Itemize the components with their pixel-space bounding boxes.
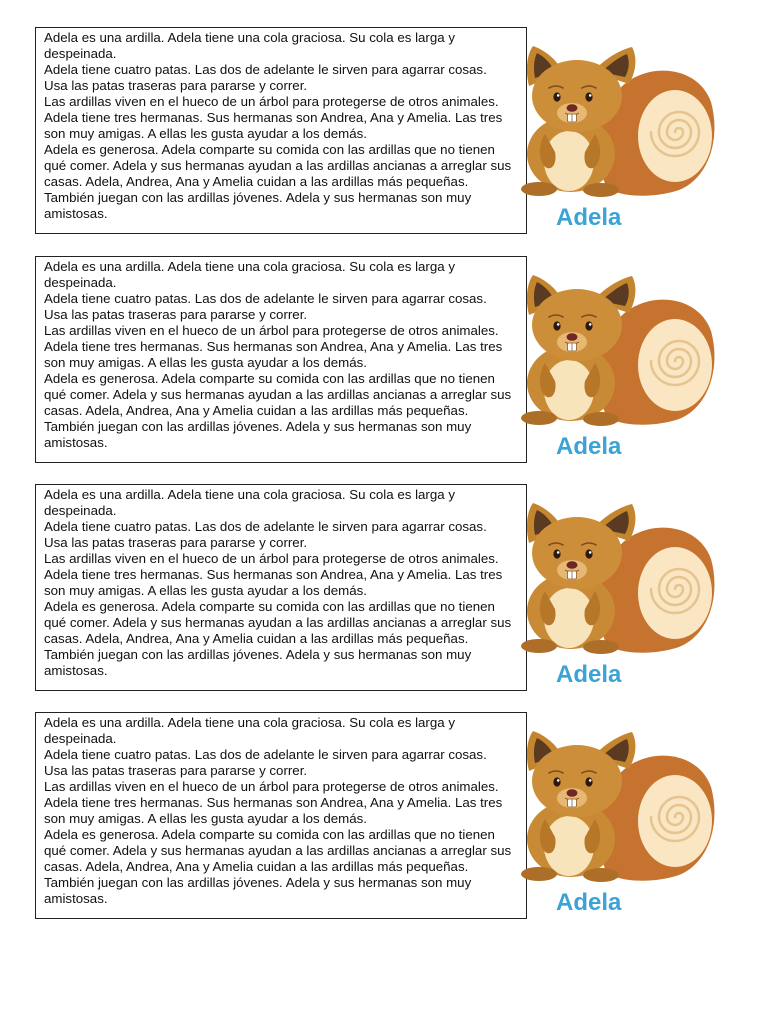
story-text-line: Adela es generosa. Adela comparte su comida con las ardillas que no tienen	[44, 142, 495, 157]
story-text-line: Adela tiene tres hermanas. Sus hermanas son Andrea, Ana y Amelia. Las tres	[44, 567, 503, 582]
story-text-line: Usa las patas traseras para pararse y correr.	[44, 535, 308, 550]
story-text-line: Usa las patas traseras para pararse y correr.	[44, 78, 308, 93]
story-text-line: Adela tiene tres hermanas. Sus hermanas son Andrea, Ana y Amelia. Las tres	[44, 795, 503, 810]
squirrel-illustration	[515, 271, 715, 431]
story-text-line: Adela tiene cuatro patas. Las dos de adelante le sirven para agarrar cosas.	[44, 519, 487, 534]
story-text-line: Adela es una ardilla. Adela tiene una cola graciosa. Su cola es larga y	[44, 715, 455, 730]
story-text-line: son muy amigas. A ellas les gusta ayudar a los demás.	[44, 126, 367, 141]
story-text-line: Adela es generosa. Adela comparte su comida con las ardillas que no tienen	[44, 599, 495, 614]
story-text-line: despeinada.	[44, 731, 117, 746]
story-text-line: despeinada.	[44, 46, 117, 61]
story-card	[35, 712, 715, 919]
story-text-line: Adela tiene tres hermanas. Sus hermanas son Andrea, Ana y Amelia. Las tres	[44, 339, 503, 354]
squirrel-illustration	[515, 42, 715, 202]
story-text-line: También juegan con las ardillas jóvenes. Adela y sus hermanas son muy	[44, 875, 472, 890]
story-text-line: Las ardillas viven en el hueco de un árbol para protegerse de otros animales.	[44, 323, 499, 338]
story-text-line: casas. Adela, Andrea, Ana y Amelia cuidan a las ardillas más pequeñas.	[44, 174, 469, 189]
character-name-label: Adela	[556, 433, 622, 460]
story-text-line: Adela es una ardilla. Adela tiene una cola graciosa. Su cola es larga y	[44, 259, 455, 274]
story-text-line: Las ardillas viven en el hueco de un árbol para protegerse de otros animales.	[44, 779, 499, 794]
story-card	[35, 256, 715, 463]
character-figure	[35, 712, 715, 919]
story-text-line: amistosas.	[44, 206, 108, 221]
story-text-line: Adela es generosa. Adela comparte su comida con las ardillas que no tienen	[44, 827, 495, 842]
story-text-line: Adela tiene cuatro patas. Las dos de adelante le sirven para agarrar cosas.	[44, 62, 487, 77]
story-text-line: Adela tiene cuatro patas. Las dos de adelante le sirven para agarrar cosas.	[44, 747, 487, 762]
character-figure	[35, 484, 715, 691]
story-text-line: son muy amigas. A ellas les gusta ayudar a los demás.	[44, 355, 367, 370]
story-text-line: qué comer. Adela y sus hermanas ayudan a las ardillas ancianas a arreglar sus	[44, 387, 512, 402]
story-text-line: También juegan con las ardillas jóvenes. Adela y sus hermanas son muy	[44, 419, 472, 434]
story-text-line: qué comer. Adela y sus hermanas ayudan a las ardillas ancianas a arreglar sus	[44, 158, 512, 173]
story-text-line: despeinada.	[44, 275, 117, 290]
story-text-line: amistosas.	[44, 891, 108, 906]
character-name-label: Adela	[556, 889, 622, 916]
story-text-line: Las ardillas viven en el hueco de un árbol para protegerse de otros animales.	[44, 551, 499, 566]
story-text-line: casas. Adela, Andrea, Ana y Amelia cuidan a las ardillas más pequeñas.	[44, 403, 469, 418]
story-text-line: Adela tiene cuatro patas. Las dos de adelante le sirven para agarrar cosas.	[44, 291, 487, 306]
character-name-label: Adela	[556, 661, 622, 688]
story-text-line: Adela es generosa. Adela comparte su comida con las ardillas que no tienen	[44, 371, 495, 386]
story-text-line: qué comer. Adela y sus hermanas ayudan a las ardillas ancianas a arreglar sus	[44, 615, 512, 630]
story-text-line: Adela tiene tres hermanas. Sus hermanas son Andrea, Ana y Amelia. Las tres	[44, 110, 503, 125]
story-text-line: Adela es una ardilla. Adela tiene una cola graciosa. Su cola es larga y	[44, 30, 455, 45]
character-name-label: Adela	[556, 204, 622, 231]
story-card	[35, 484, 715, 691]
story-text-line: Las ardillas viven en el hueco de un árbol para protegerse de otros animales.	[44, 94, 499, 109]
story-text-line: son muy amigas. A ellas les gusta ayudar a los demás.	[44, 583, 367, 598]
story-text-line: casas. Adela, Andrea, Ana y Amelia cuidan a las ardillas más pequeñas.	[44, 631, 469, 646]
story-text-line: qué comer. Adela y sus hermanas ayudan a las ardillas ancianas a arreglar sus	[44, 843, 512, 858]
story-text-line: despeinada.	[44, 503, 117, 518]
story-text-line: Adela es una ardilla. Adela tiene una cola graciosa. Su cola es larga y	[44, 487, 455, 502]
story-text-line: amistosas.	[44, 663, 108, 678]
story-text-line: amistosas.	[44, 435, 108, 450]
story-text-line: También juegan con las ardillas jóvenes. Adela y sus hermanas son muy	[44, 647, 472, 662]
story-text-line: son muy amigas. A ellas les gusta ayudar a los demás.	[44, 811, 367, 826]
story-card	[35, 27, 715, 234]
story-text-line: Usa las patas traseras para pararse y correr.	[44, 763, 308, 778]
squirrel-illustration	[515, 727, 715, 887]
character-figure	[35, 27, 715, 234]
story-text-line: También juegan con las ardillas jóvenes. Adela y sus hermanas son muy	[44, 190, 472, 205]
story-text-line: casas. Adela, Andrea, Ana y Amelia cuidan a las ardillas más pequeñas.	[44, 859, 469, 874]
story-text-line: Usa las patas traseras para pararse y correr.	[44, 307, 308, 322]
character-figure	[35, 256, 715, 463]
squirrel-illustration	[515, 499, 715, 659]
